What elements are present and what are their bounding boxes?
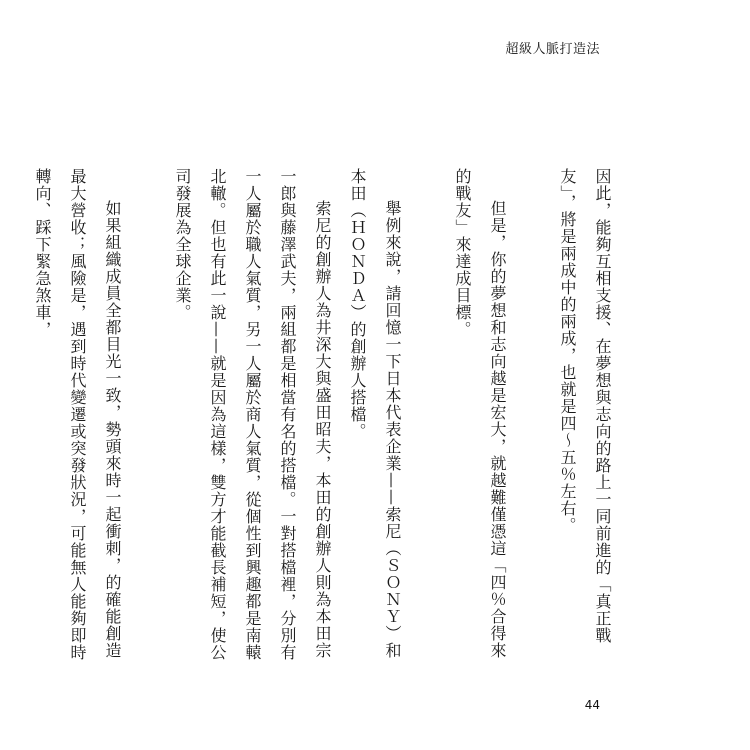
- paragraph-5: 如果組織成員全都目光一致，勢頭來時一起衝刺，的確能創造最大營收；風險是，遇到時代變遷或突發狀況，可能無人能夠即時轉向、踩下緊急煞車，: [33, 168, 122, 661]
- paragraph-2: 但是，你的夢想和志向越是宏大，就越難僅憑這「四％合得來的戰友」來達成目標。: [453, 168, 507, 659]
- page-number: 44: [584, 698, 600, 712]
- body-text-column: [33, 168, 620, 668]
- paragraph-3: 舉例來說，請回憶一下日本代表企業——索尼（ＳＯＮＹ）和本田（ＨＯＮＤＡ）的創辦人搭檔。: [348, 168, 402, 659]
- running-header-title: 超級人脈打造法: [505, 42, 600, 57]
- paragraph-1: 因此，能夠互相支援、在夢想與志向的路上一同前進的「真正戰友」，將是兩成中的兩成，也就是四～五％左右。: [558, 168, 612, 644]
- paragraph-4: 索尼的創辦人為井深大與盛田昭夫，本田的創辦人則為本田宗一郎與藤澤武夫，兩組都是相當有名的搭檔。一對搭檔裡，分別有一人屬於職人氣質，另一人屬於商人氣質，從個性到興趣都是南轅北轍。但也有此一說——就是因為這樣，雙方才能截長補短，使公司發展為全球企業。: [173, 168, 332, 661]
